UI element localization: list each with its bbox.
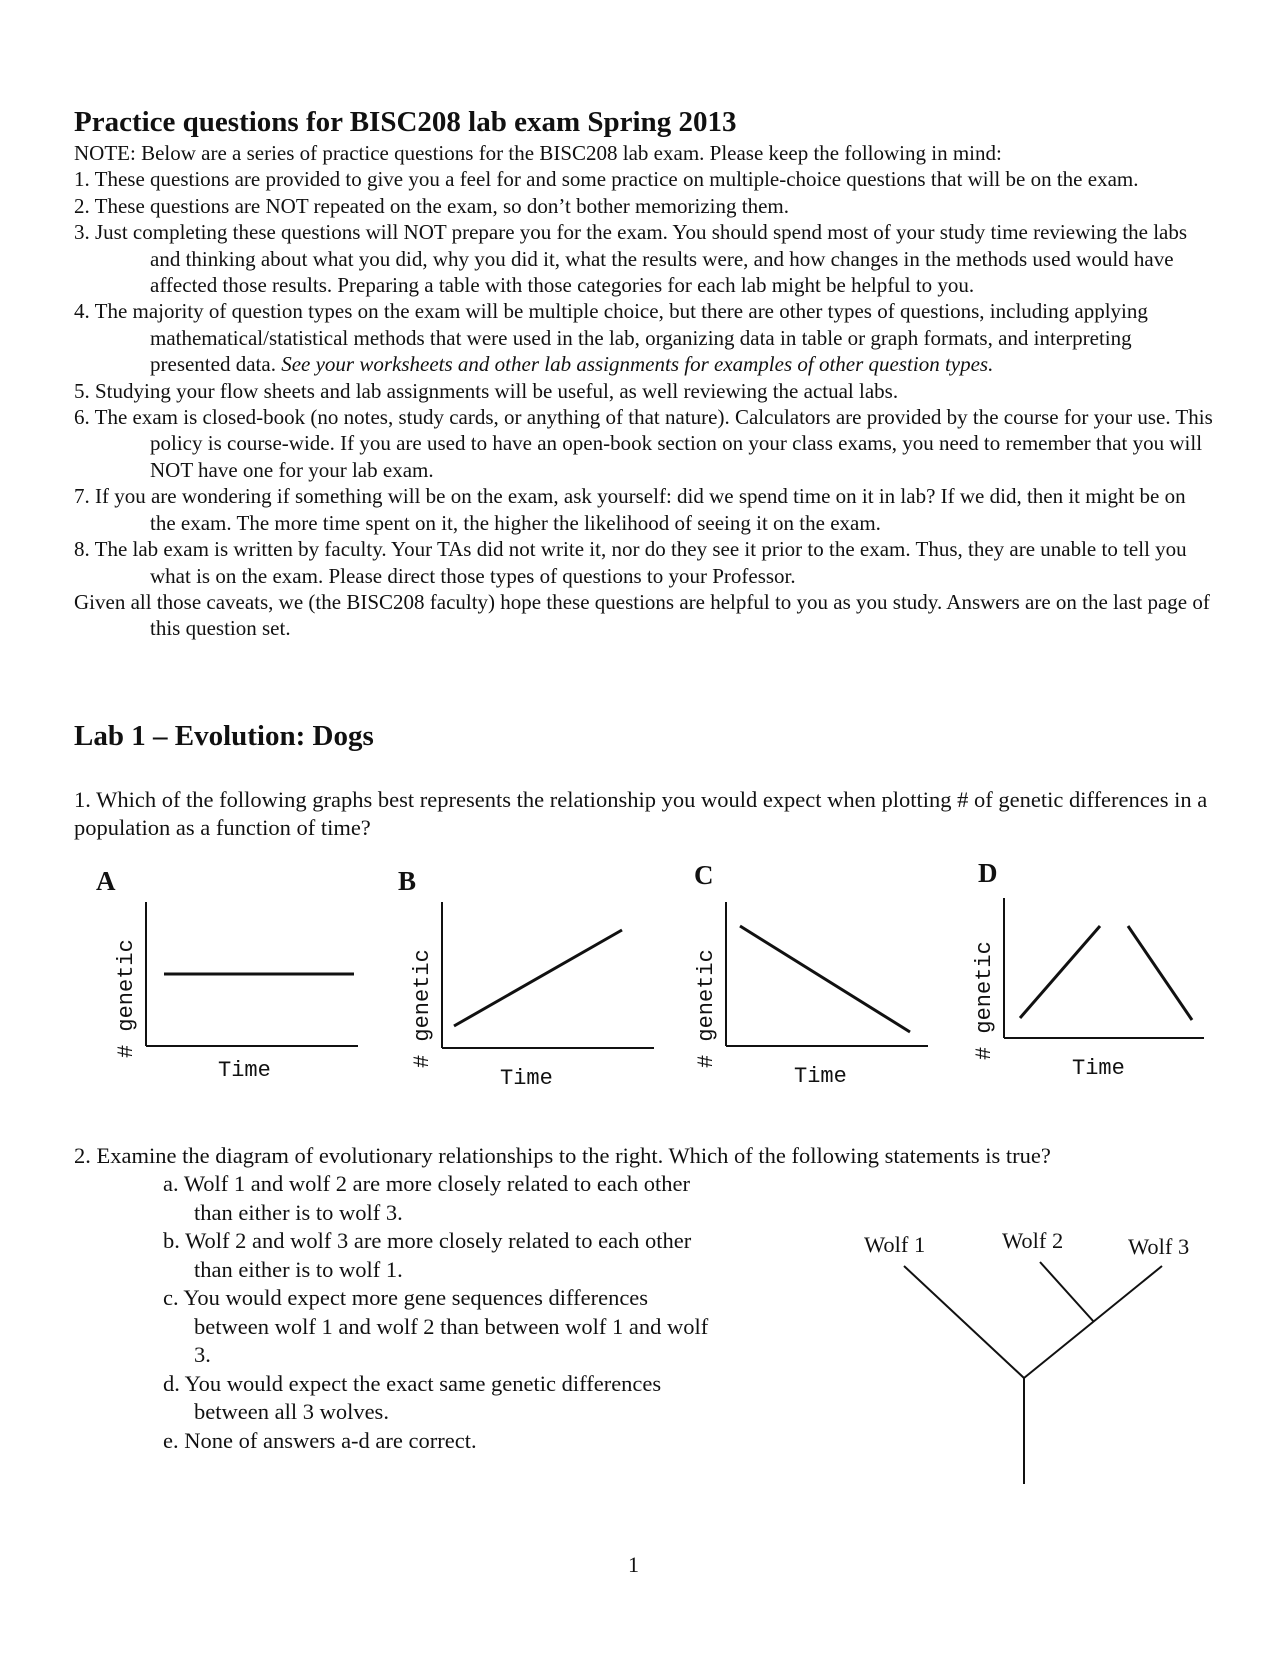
intro-notes xyxy=(74,140,1214,642)
graph-d-xlabel: Time xyxy=(1072,1056,1125,1081)
tree-branches xyxy=(850,1222,1190,1492)
option-a: a. Wolf 1 and wolf 2 are more closely related to each other than either is to wolf 3. xyxy=(163,1171,690,1225)
graph-b-xlabel: Time xyxy=(500,1066,553,1091)
intro-item-8: 8. The lab exam is written by faculty. Your TAs did not write it, nor do they see it prior to the exam. Thus, they are unable to tell you what is on the exam. Please direct those types of questions to your Professor. xyxy=(74,537,1187,588)
option-d: d. You would expect the exact same genetic differences between all 3 wolves. xyxy=(163,1370,662,1424)
graph-b-plot xyxy=(390,858,680,1098)
graph-a xyxy=(92,858,382,1098)
graph-a-xlabel: Time xyxy=(218,1058,271,1083)
intro-note: NOTE: Below are a series of practice questions for the BISC208 lab exam. Please keep the following in mind: xyxy=(74,141,1002,165)
option-e: e. None of answers a-d are correct. xyxy=(163,1427,477,1453)
question-1-text: 1. Which of the following graphs best represents the relationship you would expect when plotting # of genetic differences in a population as a function of time? xyxy=(74,787,1208,840)
graph-a-ylabel: # genetic xyxy=(114,939,139,1058)
graph-d xyxy=(960,858,1250,1098)
graph-c-xlabel: Time xyxy=(794,1064,847,1089)
tree-leaf-wolf-2: Wolf 2 xyxy=(1002,1228,1064,1253)
graph-c xyxy=(684,858,974,1098)
graph-b xyxy=(390,858,680,1098)
graph-b-ylabel: # genetic xyxy=(410,949,435,1068)
graph-d-falling-line xyxy=(1128,926,1192,1020)
graph-d-label: D xyxy=(978,858,998,888)
phylogenetic-tree xyxy=(850,1222,1190,1492)
intro-item-4-italic: See your worksheets and other lab assignments for examples of other question types. xyxy=(281,352,994,377)
question-2-text: 2. Examine the diagram of evolutionary relationships to the right. Which of the following statements is true? xyxy=(74,1143,1051,1168)
question-2-options xyxy=(118,1170,728,1455)
branch-wolf-1 xyxy=(904,1266,1024,1378)
section-heading: Lab 1 – Evolution: Dogs xyxy=(74,720,374,752)
intro-item-4-text: 4. The majority of question types on the exam will be multiple choice, but there are other types of questions, including applying mathematical/statistical methods that were used in the lab, organizing data in table or graph formats, and interpreting presented data. xyxy=(74,299,1148,377)
intro-closing: Given all those caveats, we (the BISC208 faculty) hope these questions are helpful to you as you study. Answers are on the last page of this question set. xyxy=(74,589,1210,641)
intro-item-6: 6. The exam is closed-book (no notes, study cards, or anything of that nature). Calculators are provided by the course for your use. This policy is course-wide. If you are used to have an open-book section on your class exams, you need to remember that you will NOT have one for your lab exam. xyxy=(74,405,1213,482)
graph-b-label: B xyxy=(398,866,417,896)
intro-item-2: 2. These questions are NOT repeated on the exam, so don’t bother memorizing them. xyxy=(74,193,789,218)
branch-wolf-3 xyxy=(1024,1266,1162,1378)
tree-leaf-wolf-3: Wolf 3 xyxy=(1128,1234,1190,1259)
graph-c-trend-line xyxy=(740,926,910,1032)
graph-d-ylabel: # genetic xyxy=(972,941,997,1060)
graph-c-label: C xyxy=(694,860,714,890)
graph-b-trend-line xyxy=(454,930,622,1026)
graph-c-ylabel: # genetic xyxy=(694,949,719,1068)
intro-item-7: 7. If you are wondering if something will be on the exam, ask yourself: did we spend time on it in lab? If we did, then it might be on the exam. The more time spent on it, the higher the likelihood of seeing it on the exam. xyxy=(74,484,1186,535)
page-number: 1 xyxy=(628,1552,639,1577)
branch-wolf-2 xyxy=(1040,1262,1094,1322)
graph-d-rising-line xyxy=(1020,926,1100,1018)
intro-item-3: 3. Just completing these questions will NOT prepare you for the exam. You should spend most of your study time reviewing the labs and thinking about what you did, why you did it, what the results were, and how changes in the methods used would have affected those results. Preparing a table with those categories for each lab might be helpful to you. xyxy=(74,220,1188,298)
option-b: b. Wolf 2 and wolf 3 are more closely related to each other than either is to wolf 1. xyxy=(163,1228,692,1282)
graph-c-plot xyxy=(684,858,974,1098)
intro-item-1: 1. These questions are provided to give you a feel for and some practice on multiple-choice questions that will be on the exam. xyxy=(74,167,1139,192)
page-title: Practice questions for BISC208 lab exam Spring 2013 xyxy=(74,106,737,138)
graph-a-label: A xyxy=(96,866,116,896)
option-c: c. You would expect more gene sequences differences between wolf 1 and wolf 2 than between wolf 1 and wolf 3. xyxy=(163,1285,709,1367)
intro-item-4 xyxy=(74,298,1214,377)
intro-item-5: 5. Studying your flow sheets and lab assignments will be useful, as well reviewing the actual labs. xyxy=(74,378,899,403)
tree-leaf-wolf-1: Wolf 1 xyxy=(864,1232,926,1257)
